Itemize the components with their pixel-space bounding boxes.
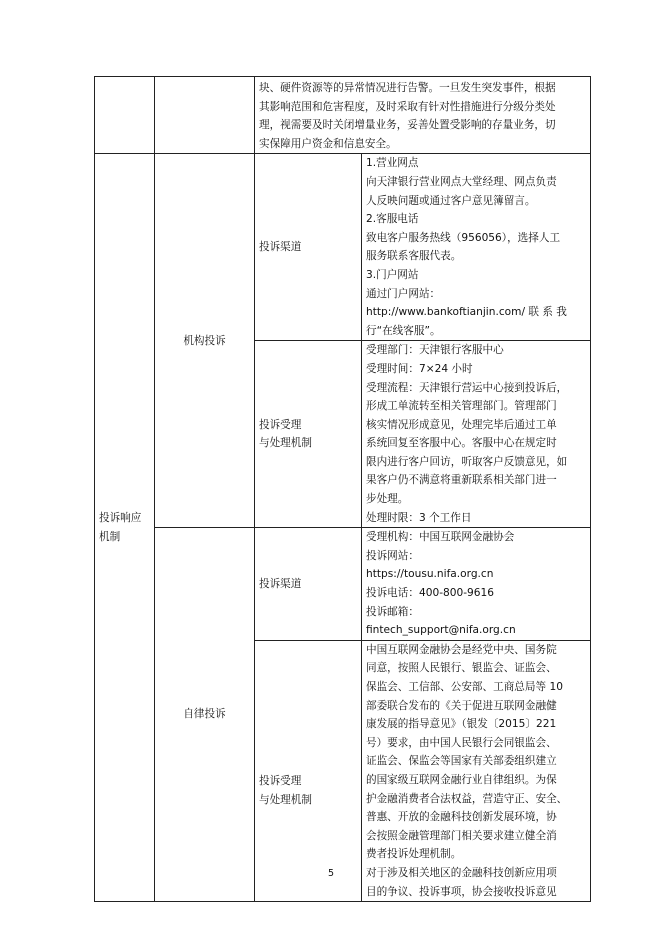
self-regulatory-complaint-text: 自律投诉 xyxy=(183,708,226,721)
institution-complaint-label xyxy=(155,154,255,528)
text-line: 块、硬件资源等的异常情况进行告警。一旦发生突发事件，根据 xyxy=(259,82,556,94)
text-line: 3.门户网站 xyxy=(366,268,419,281)
text-line: 2.客服电话 xyxy=(366,213,419,226)
institution-channel-label-cell xyxy=(255,154,362,341)
institution-channel-label: 投诉渠道 xyxy=(259,241,302,254)
text-line: 对于涉及相关地区的金融科技创新应用项 xyxy=(366,866,557,879)
text-line: 受理流程：天津银行营运中心接到投诉后， xyxy=(366,381,568,394)
page-number: 5 xyxy=(327,868,335,879)
text-line: 受理部门：天津银行客服中心 xyxy=(366,344,504,357)
text-line: 形成工单流转至相关管理部门。管理部门 xyxy=(366,400,557,413)
text-line: 系统回复至客服中心。客服中心在规定时 xyxy=(366,437,557,450)
table-row-continuation xyxy=(95,77,591,154)
text-line: 核实情况形成意见，处理完毕后通过工单 xyxy=(366,418,557,431)
text-line: 的国家级互联网金融行业自律组织。为保 xyxy=(366,773,557,786)
complaint-mechanism-table xyxy=(94,76,591,902)
handling-label-line: 与处理机制 xyxy=(259,793,312,806)
text-line: 费者投诉处理机制。 xyxy=(366,848,462,861)
text-line: 投诉邮箱： xyxy=(366,605,419,618)
text-line: 受理时间：7×24 小时 xyxy=(366,362,473,375)
table-row-institution-channel xyxy=(95,154,591,341)
text-line: fintech_support@nifa.org.cn xyxy=(366,624,516,637)
handling-label-line: 投诉受理 xyxy=(259,775,302,788)
text-line: 向天津银行营业网点大堂经理、网点负责 xyxy=(366,175,557,188)
text-line: 致电客户服务热线（956056），选择人工 xyxy=(366,231,561,244)
emergency-handling-text xyxy=(255,77,591,154)
text-line: 护金融消费者合法权益，营造守正、安全、 xyxy=(366,792,568,805)
text-line: 理，视需要及时关闭增量业务，妥善处置受影响的存量业务，切 xyxy=(259,119,556,132)
table-row-self-regulatory-channel xyxy=(95,528,591,641)
text-line: 普惠、开放的金融科技创新发展环境，协 xyxy=(366,811,557,824)
self-regulatory-channel-label-cell xyxy=(255,528,362,641)
handling-label-line: 与处理机制 xyxy=(259,437,312,450)
text-line: 1.营业网点 xyxy=(366,157,419,170)
self-regulatory-complaint-label xyxy=(155,528,255,902)
institution-channel-content xyxy=(362,154,591,341)
text-line: 会按照金融管理部门相关要求建立健全消 xyxy=(366,829,557,842)
empty-cell xyxy=(155,77,255,154)
text-line: 中国互联网金融协会是经党中央、国务院 xyxy=(366,643,557,656)
text-line: 投诉电话：400-800-9616 xyxy=(366,587,495,600)
self-regulatory-channel-content xyxy=(362,528,591,641)
institution-handling-content xyxy=(362,341,591,528)
text-line: 行“在线客服”。 xyxy=(366,324,441,337)
text-line: 同意，按照人民银行、银监会、证监会、 xyxy=(366,662,557,675)
text-line: 服务联系客服代表。 xyxy=(366,250,462,263)
text-line: 目的争议、投诉事项，协会接收投诉意见 xyxy=(366,885,557,898)
text-line: 证监会、保监会等国家有关部委组织建立 xyxy=(366,755,557,768)
self-regulatory-handling-label-cell xyxy=(255,640,362,901)
text-line: https://tousu.nifa.org.cn xyxy=(366,568,494,581)
self-regulatory-handling-content xyxy=(362,640,591,901)
text-line: 其影响范围和危害程度，及时采取有针对性措施进行分级分类处 xyxy=(259,100,556,113)
empty-cell xyxy=(95,77,155,154)
self-regulatory-channel-label: 投诉渠道 xyxy=(259,577,302,590)
text-line: 康发展的指导意见》（银发〔2015〕221 xyxy=(366,718,557,731)
text-line: 实保障用户资金和信息安全。 xyxy=(259,137,397,150)
text-line: 保监会、工信部、公安部、工商总局等 10 xyxy=(366,681,563,693)
text-line: 果客户仍不满意将重新联系相关部门进一 xyxy=(366,474,557,487)
text-line: 步处理。 xyxy=(366,493,409,506)
text-line: 处理时限：3 个工作日 xyxy=(366,511,472,524)
text-line: http://www.bankoftianjin.com/ 联 系 我 xyxy=(366,306,567,319)
text-line: 部委联合发布的《关于促进互联网金融健 xyxy=(366,699,557,712)
section-label-line: 投诉响应 xyxy=(99,512,142,525)
handling-label-line: 投诉受理 xyxy=(259,418,302,431)
text-line: 通过门户网站： xyxy=(366,287,441,300)
text-line: 号）要求，由中国人民银行会同银监会、 xyxy=(366,736,557,749)
section-label-cell xyxy=(95,154,155,902)
text-line: 投诉网站： xyxy=(366,549,419,562)
section-label-line: 机制 xyxy=(99,530,121,543)
institution-handling-label-cell xyxy=(255,341,362,528)
text-line: 限内进行客户回访，听取客户反馈意见，如 xyxy=(366,455,568,468)
text-line: 人反映问题或通过客户意见簿留言。 xyxy=(366,194,536,207)
institution-complaint-text: 机构投诉 xyxy=(183,334,226,347)
text-line: 受理机构：中国互联网金融协会 xyxy=(366,531,515,544)
